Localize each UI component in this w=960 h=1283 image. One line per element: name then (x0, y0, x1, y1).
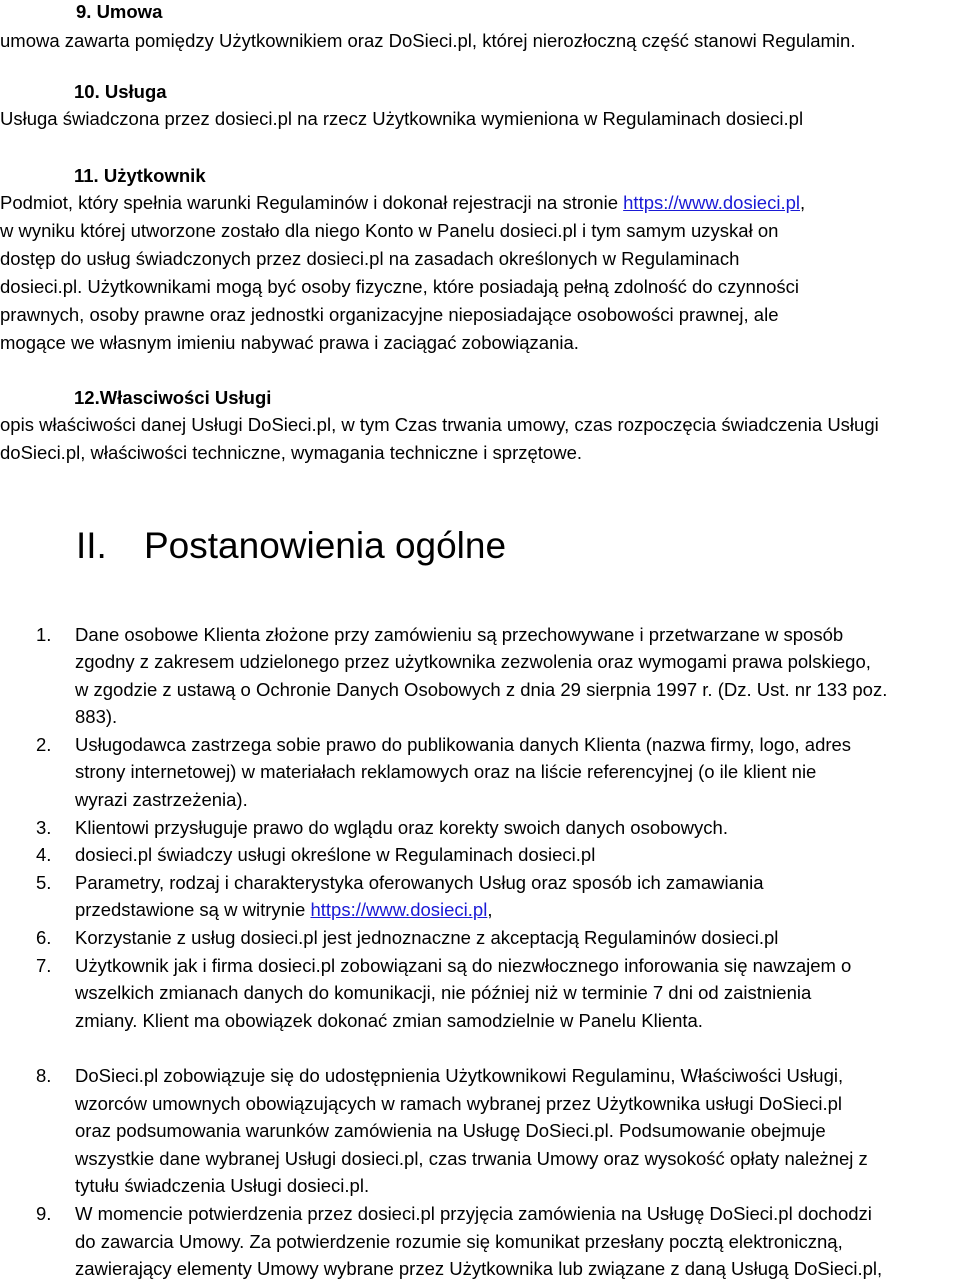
item-5-line-2 (75, 896, 492, 923)
item-3-line-1: Klientowi przysługuje prawo do wglądu oraz korekty swoich danych osobowych. (75, 817, 728, 838)
item-8-line-2: wzorców umownych obowiązujących w ramach wybranej przez Użytkownika usługi DoSieci.pl (75, 1093, 843, 1114)
item-5-number: 5. (36, 872, 52, 893)
item-1-line-4: 883). (75, 706, 118, 727)
item-1-line-1: Dane osobowe Klienta złożone przy zamówieniu są przechowywane i przetwarzane w sposób (75, 624, 844, 645)
item-8-line-1: DoSieci.pl zobowiązuje się do udostępnienia Użytkownikowi Regulaminu, Właściwości Usługi, (75, 1065, 844, 1086)
item-7-line-1: Użytkownik jak i firma dosieci.pl zobowiązani są do niezwłocznego inforowania się nawzajem o (75, 955, 852, 976)
dosieci-link-2[interactable]: https://www.dosieci.pl (310, 899, 488, 920)
def-uzytkownik-line-3: dostęp do usług świadczonych przez dosieci.pl na zasadach określonych w Regulaminach (0, 248, 740, 269)
item-3-number: 3. (36, 817, 52, 838)
item-5-line-2-post: , (487, 899, 493, 920)
def-uzytkownik-line-1-text: Podmiot, który spełnia warunki Regulaminów i dokonał rejestracji na stronie (0, 192, 624, 213)
item-2-line-3: wyrazi zastrzeżenia). (75, 789, 248, 810)
item-6-line-1: Korzystanie z usług dosieci.pl jest jednoznaczne z akceptacją Regulaminów dosieci.pl (75, 927, 779, 948)
def-uzytkownik-line-5: prawnych, osoby prawne oraz jednostki organizacyjne nieposiadające osobowości prawnej, ale (0, 304, 779, 325)
item-8-line-5: tytułu świadczenia Usługi dosieci.pl. (75, 1175, 370, 1196)
item-7-line-2: wszelkich zmianach danych do komunikacji, nie później niż w terminie 7 dni od zaistnienia (75, 982, 812, 1003)
item-8-line-3: oraz podsumowania warunków zamówienia na Usługę DoSieci.pl. Podsumowanie obejmuje (75, 1120, 826, 1141)
item-9-line-3: zawierający elementy Umowy wybrane przez Użytkownika lub związane z daną Usługą DoSieci.pl, (75, 1258, 883, 1279)
item-9-line-2: do zawarcia Umowy. Za potwierdzenie rozumie się komunikat przesłany pocztą elektroniczną, (75, 1231, 843, 1252)
def-uzytkownik-title: 11. Użytkownik (74, 165, 206, 186)
item-8-number: 8. (36, 1065, 52, 1086)
def-umowa-text: umowa zawarta pomiędzy Użytkownikiem oraz DoSieci.pl, której nierozłoczną część stanowi Regulamin. (0, 30, 856, 51)
item-2-line-2: strony internetowej) w materiałach reklamowych oraz na liście referencyjnej (o ile klient nie (75, 761, 817, 782)
section-heading (76, 521, 506, 571)
item-2-line-1: Usługodawca zastrzega sobie prawo do publikowania danych Klienta (nazwa firmy, logo, adres (75, 734, 852, 755)
def-uzytkownik-line-2: w wyniku której utworzone zostało dla niego Konto w Panelu dosieci.pl i tym samym uzyskał on (0, 220, 779, 241)
section-number: II. (76, 525, 107, 566)
item-4-line-1: dosieci.pl świadczy usługi określone w Regulaminach dosieci.pl (75, 844, 596, 865)
def-usluga-title: 10. Usługa (74, 81, 167, 102)
def-uzytkownik-line-4: dosieci.pl. Użytkownikami mogą być osoby fizyczne, które posiadają pełną zdolność do czynności (0, 276, 799, 297)
item-1-line-2: zgodny z zakresem udzielonego przez użytkownika zezwolenia oraz wymogami prawa polskiego, (75, 651, 871, 672)
item-5-line-1: Parametry, rodzaj i charakterystyka oferowanych Usług oraz sposób ich zamawiania (75, 872, 764, 893)
item-2-number: 2. (36, 734, 52, 755)
def-wlasciwosci-title: 12.Własciwości Usługi (74, 387, 272, 408)
def-umowa-title: 9. Umowa (76, 1, 163, 22)
def-usluga-text: Usługa świadczona przez dosieci.pl na rzecz Użytkownika wymieniona w Regulaminach dosieci.pl (0, 108, 804, 129)
section-title: Postanowienia ogólne (144, 525, 507, 566)
item-9-number: 9. (36, 1203, 52, 1224)
dosieci-link[interactable]: https://www.dosieci.pl (623, 192, 800, 213)
item-8-line-4: wszystkie dane wybranej Usługi dosieci.pl, czas trwania Umowy oraz wysokość opłaty należnej z (75, 1148, 868, 1169)
item-5-line-2-text: przedstawione są w witrynie (75, 899, 311, 920)
def-uzytkownik-line-1-post: , (800, 192, 806, 213)
def-uzytkownik-line-1 (0, 189, 805, 216)
item-7-line-3: zmiany. Klient ma obowiązek dokonać zmian samodzielnie w Panelu Klienta. (75, 1010, 703, 1031)
item-1-number: 1. (36, 624, 52, 645)
item-4-number: 4. (36, 844, 52, 865)
item-6-number: 6. (36, 927, 52, 948)
item-7-number: 7. (36, 955, 52, 976)
item-1-line-3: w zgodzie z ustawą o Ochronie Danych Osobowych z dnia 29 sierpnia 1997 r. (Dz. Ust. nr 133 poz. (75, 679, 888, 700)
def-wlasciwosci-line-2: doSieci.pl, właściwości techniczne, wymagania techniczne i sprzętowe. (0, 442, 582, 463)
item-9-line-1: W momencie potwierdzenia przez dosieci.pl przyjęcia zamówienia na Usługę DoSieci.pl dochodzi (75, 1203, 872, 1224)
def-wlasciwosci-line-1: opis właściwości danej Usługi DoSieci.pl, w tym Czas trwania umowy, czas rozpoczęcia świadczenia Usługi (0, 414, 879, 435)
def-uzytkownik-line-6: mogące we własnym imieniu nabywać prawa i zaciągać zobowiązania. (0, 332, 579, 353)
